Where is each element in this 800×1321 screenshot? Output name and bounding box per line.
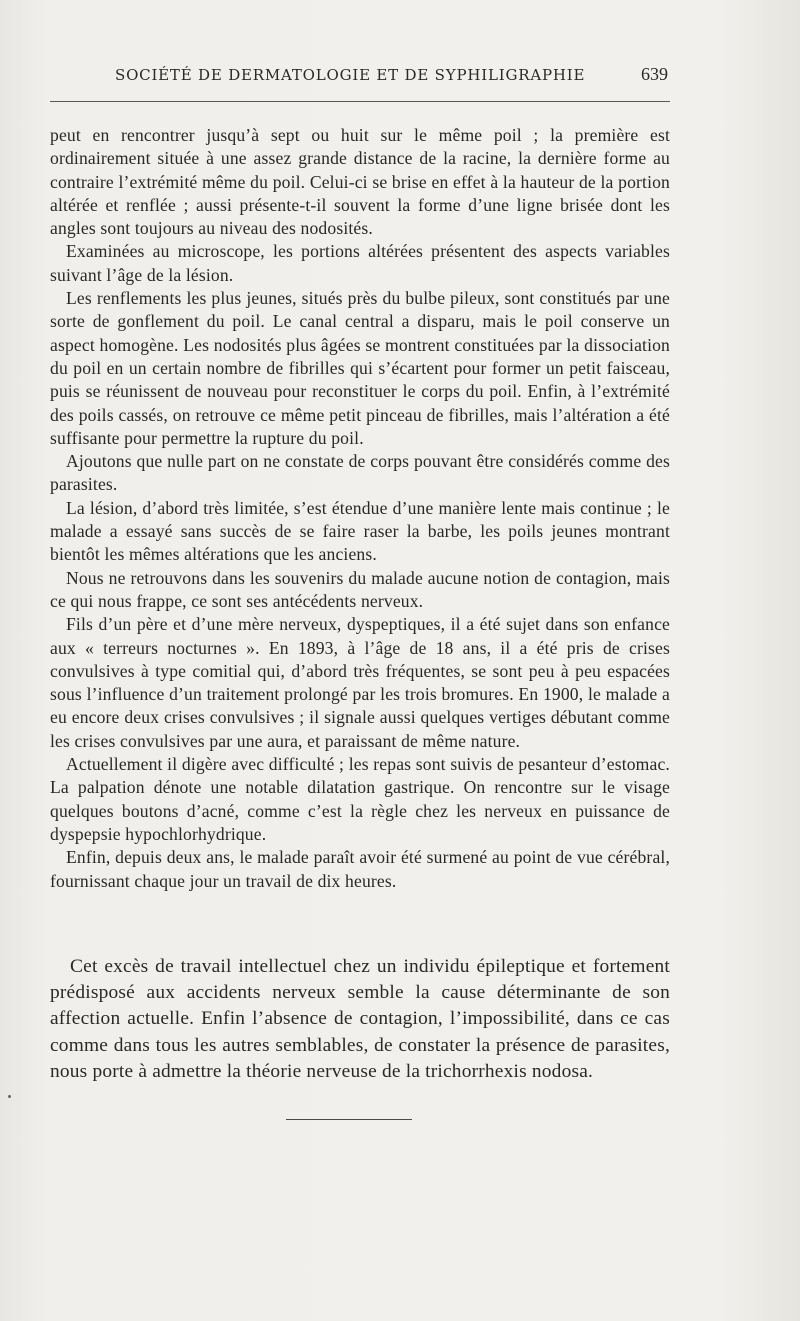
paragraph-digestion: Actuellement il digère avec difficulté ; les repas sont suivis de pesanteur d’estomac. La palpation dénote une notable dilatation gastrique. On rencontre sur le visage quelques boutons d’acné, comme c’est la règle chez les nerveux en puissance de dyspepsie hypochlorhydrique. bbox=[50, 754, 670, 844]
paragraph-continuation: peut en rencontrer jusqu’à sept ou huit sur le même poil ; la première est ordinairement située à une assez grande distance de la racine, la dernière forme au contraire l’extrémité même du poil. Celui-ci se brise en effet à la hauteur de la portion altérée et renflée ; aussi présente-t-il souvent la forme d’une ligne brisée dont les angles sont toujours au niveau des nodosités. bbox=[50, 125, 670, 239]
paragraph-parasites: Ajoutons que nulle part on ne constate de corps pouvant être considérés comme des parasites. bbox=[50, 451, 670, 495]
paragraph-overwork: Enfin, depuis deux ans, le malade paraît avoir été surmené au point de vue cérébral, fournissant chaque jour un travail de dix heures. bbox=[50, 847, 670, 891]
page-number: 639 bbox=[641, 64, 668, 84]
end-rule bbox=[286, 1119, 412, 1120]
paragraph-microscope: Examinées au microscope, les portions altérées présentent des aspects variables suivant l’âge de la lésion. bbox=[50, 241, 670, 285]
paragraph-conclusion: Cet excès de travail intellectuel chez un individu épileptique et fortement prédisposé aux accidents nerveux semble la cause déterminante de son affection actuelle. Enfin l’absence de contagion, l’impossibilité, dans ce cas comme dans tous les autres semblables, de constater la présence de parasites, nous porte à admettre la théorie nerveuse de la trichorrhexis nodosa. bbox=[50, 956, 670, 1082]
paragraph-family-history: Fils d’un père et d’une mère nerveux, dyspeptiques, il a été sujet dans son enfance aux « terreurs nocturnes ». En 1893, à l’âge de 18 ans, il a été pris de crises convulsives à type comitial qui, d’abord très fréquentes, se sont peu à peu espacées sous l’influence d’un traitement prolongé par les trois bromures. En 1900, le malade a eu encore deux crises convulsives ; il signale aussi quelques vertiges débutant comme les crises convulsives par une aura, et paraissant de même nature. bbox=[50, 614, 670, 751]
paragraph-lesion: La lésion, d’abord très limitée, s’est étendue d’une manière lente mais continue ; le malade a essayé sans succès de se faire raser la barbe, les poils jeunes montrant bientôt les mêmes altérations que les anciens. bbox=[50, 497, 670, 565]
body-text bbox=[50, 124, 670, 893]
conclusion-text bbox=[50, 954, 670, 1085]
paragraph-contagion: Nous ne retrouvons dans les souvenirs du malade aucune notion de contagion, mais ce qui nous frappe, ce sont ses antécédents nerveux. bbox=[50, 567, 670, 611]
running-head: SOCIÉTÉ DE DERMATOLOGIE ET DE SYPHILIGRAPHIE bbox=[115, 66, 586, 84]
page-header bbox=[50, 62, 670, 92]
margin-speck bbox=[8, 1095, 11, 1098]
header-rule bbox=[50, 101, 670, 102]
paragraph-renflements: Les renflements les plus jeunes, situés près du bulbe pileux, sont constitués par une sorte de gonflement du poil. Le canal central a disparu, mais le poil conserve un aspect homogène. Les nodosités plus âgées se montrent constituées par la dissociation du poil en un certain nombre de fibrilles qui s’écartent pour former un petit faisceau, puis se réunissent de nouveau pour reconstituer le corps du poil. Enfin, à l’extrémité des poils cassés, on retrouve ce même petit pinceau de fibrilles, mais l’altération a été suffisante pour permettre la rupture du poil. bbox=[50, 288, 670, 448]
